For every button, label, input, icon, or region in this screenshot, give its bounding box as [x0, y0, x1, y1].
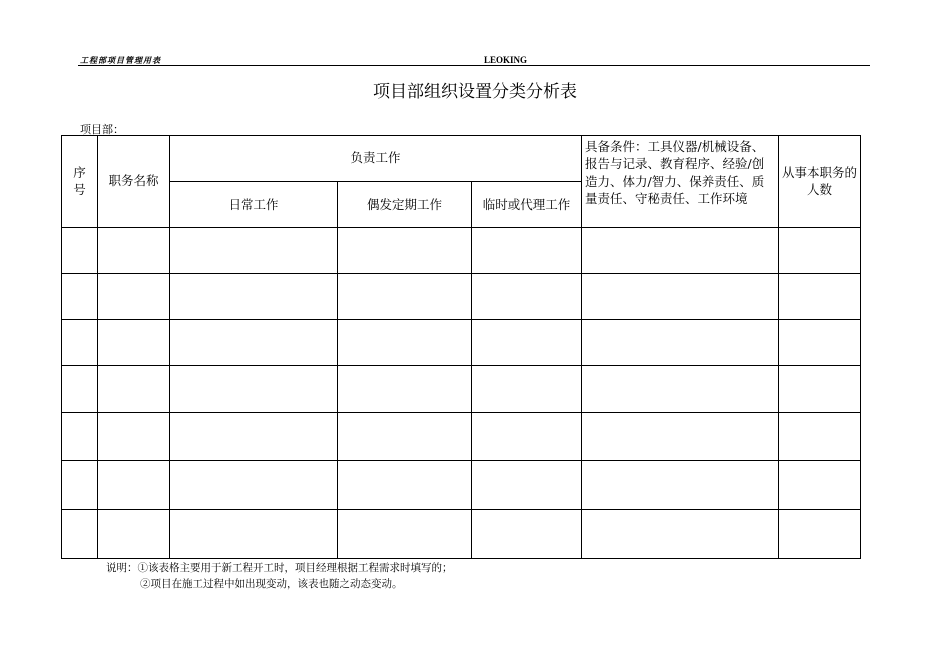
table-row: [62, 274, 861, 320]
cell-count[interactable]: [779, 366, 861, 412]
cell-count[interactable]: [779, 320, 861, 366]
header-count: 从事本职务的人数: [779, 136, 861, 228]
cell-daily[interactable]: [170, 412, 338, 460]
table-row: [62, 228, 861, 274]
cell-count[interactable]: [779, 412, 861, 460]
cell-seq[interactable]: [62, 460, 98, 509]
cell-temporary[interactable]: [472, 320, 582, 366]
header-conditions: 具备条件：工具仪器/机械设备、报告与记录、教育程序、经验/创造力、体力/智力、保养责任、质量责任、守秘责任、工作环境: [582, 136, 779, 228]
analysis-table: [61, 135, 861, 559]
cell-conditions[interactable]: [582, 460, 779, 509]
cell-occasional[interactable]: [338, 228, 472, 274]
cell-occasional[interactable]: [338, 412, 472, 460]
cell-temporary[interactable]: [472, 228, 582, 274]
header-row-1: [62, 136, 861, 182]
cell-position[interactable]: [98, 320, 170, 366]
header-left-text: 工程部项目管理用表: [80, 55, 161, 65]
cell-position[interactable]: [98, 509, 170, 558]
cell-position[interactable]: [98, 228, 170, 274]
department-label: 项目部：: [80, 123, 124, 136]
cell-count[interactable]: [779, 460, 861, 509]
cell-position[interactable]: [98, 412, 170, 460]
cell-occasional[interactable]: [338, 460, 472, 509]
cell-conditions[interactable]: [582, 228, 779, 274]
table-row: [62, 412, 861, 460]
cell-daily[interactable]: [170, 366, 338, 412]
note-line-1: 说明：①该表格主要用于新工程开工时，项目经理根据工程需求时填写的；: [106, 562, 453, 574]
cell-temporary[interactable]: [472, 509, 582, 558]
header-duty: 负责工作: [170, 136, 582, 182]
cell-temporary[interactable]: [472, 460, 582, 509]
cell-daily[interactable]: [170, 460, 338, 509]
table-row: [62, 366, 861, 412]
cell-seq[interactable]: [62, 509, 98, 558]
cell-conditions[interactable]: [582, 366, 779, 412]
cell-occasional[interactable]: [338, 366, 472, 412]
cell-seq[interactable]: [62, 274, 98, 320]
cell-seq[interactable]: [62, 366, 98, 412]
subheader-occasional: 偶发定期工作: [338, 182, 472, 228]
header-position: 职务名称: [98, 136, 170, 228]
cell-temporary[interactable]: [472, 366, 582, 412]
cell-daily[interactable]: [170, 509, 338, 558]
cell-occasional[interactable]: [338, 274, 472, 320]
cell-seq[interactable]: [62, 228, 98, 274]
cell-position[interactable]: [98, 366, 170, 412]
table-row: [62, 320, 861, 366]
subheader-daily: 日常工作: [170, 182, 338, 228]
cell-occasional[interactable]: [338, 509, 472, 558]
cell-seq[interactable]: [62, 320, 98, 366]
notes: [106, 560, 453, 592]
cell-count[interactable]: [779, 228, 861, 274]
cell-conditions[interactable]: [582, 320, 779, 366]
note-line-2: ②项目在施工过程中如出现变动，该表也随之动态变动。: [140, 578, 403, 590]
cell-count[interactable]: [779, 509, 861, 558]
cell-temporary[interactable]: [472, 412, 582, 460]
cell-temporary[interactable]: [472, 274, 582, 320]
cell-count[interactable]: [779, 274, 861, 320]
cell-position[interactable]: [98, 274, 170, 320]
cell-daily[interactable]: [170, 274, 338, 320]
table-row: [62, 460, 861, 509]
table-row: [62, 509, 861, 558]
cell-position[interactable]: [98, 460, 170, 509]
header-center-text: LEOKING: [484, 55, 528, 65]
cell-conditions[interactable]: [582, 509, 779, 558]
cell-occasional[interactable]: [338, 320, 472, 366]
document-title: 项目部组织设置分类分析表: [373, 82, 577, 102]
cell-daily[interactable]: [170, 320, 338, 366]
header-rule: [78, 65, 870, 66]
cell-seq[interactable]: [62, 412, 98, 460]
cell-conditions[interactable]: [582, 274, 779, 320]
subheader-temporary: 临时或代理工作: [472, 182, 582, 228]
header-seq: 序号: [62, 136, 98, 228]
cell-conditions[interactable]: [582, 412, 779, 460]
cell-daily[interactable]: [170, 228, 338, 274]
